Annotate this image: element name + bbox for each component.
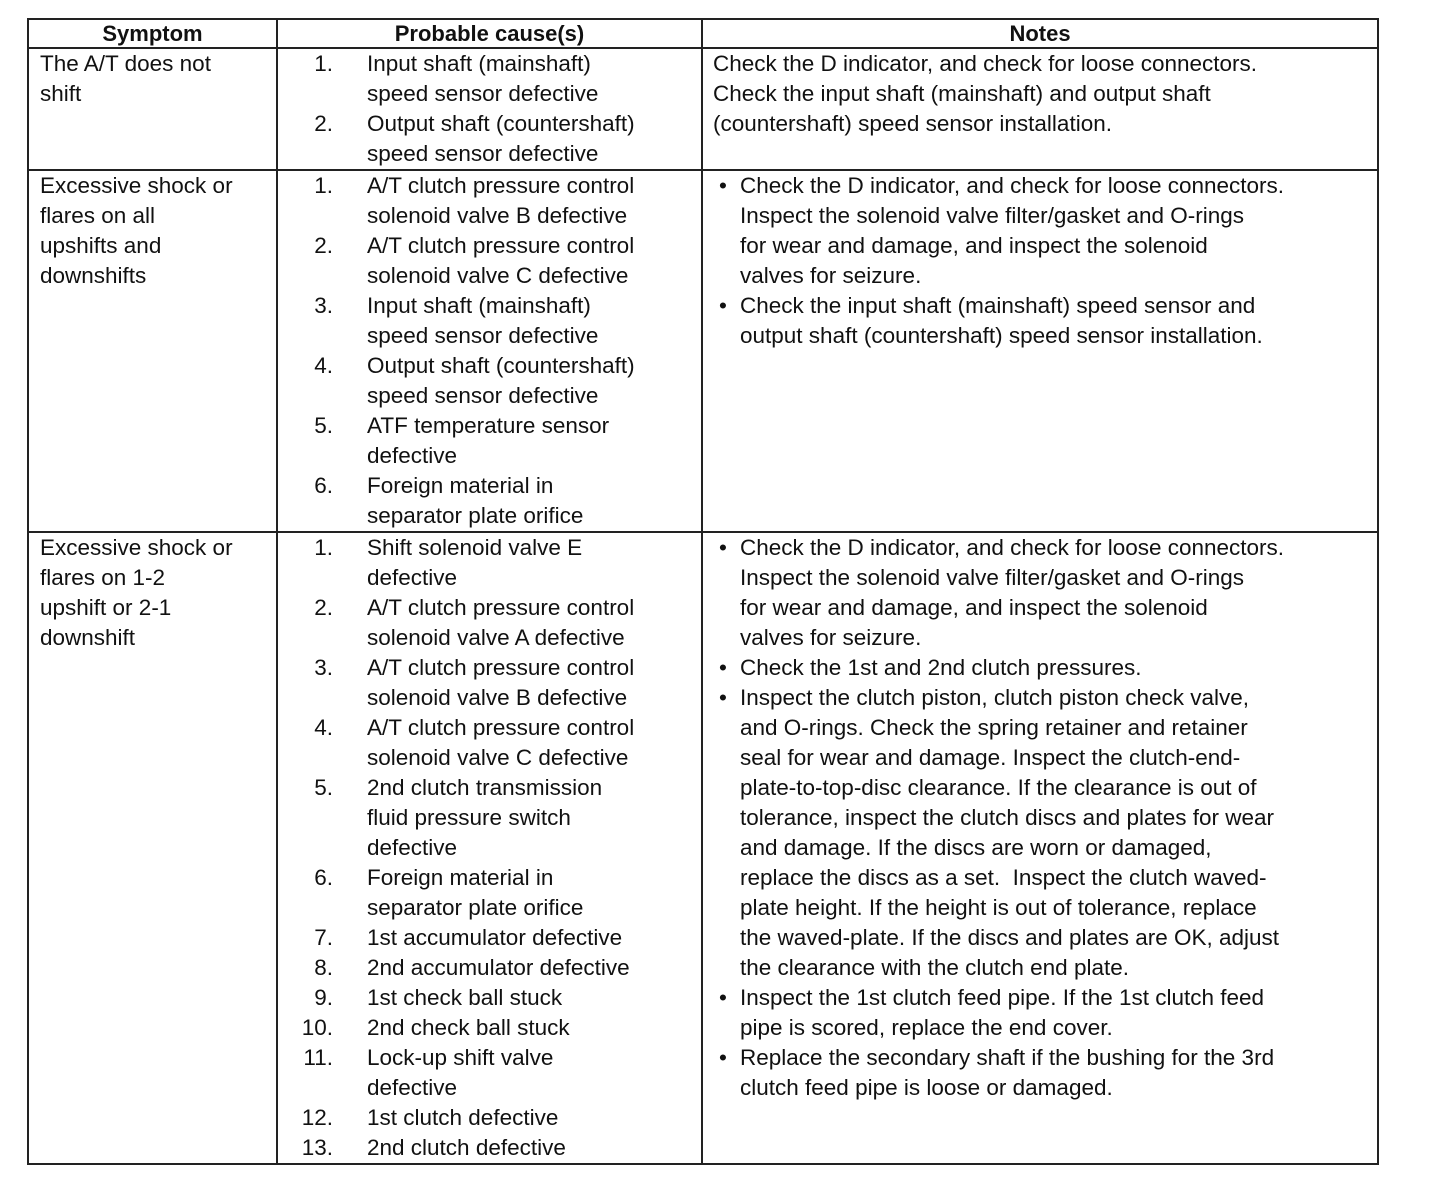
causes-cell — [277, 170, 702, 532]
note-line: Inspect the solenoid valve filter/gasket and O-rings — [740, 203, 1245, 228]
note-item — [713, 533, 1373, 653]
cause-line: 1st check ball stuck — [367, 985, 563, 1010]
cause-line: fluid pressure switch — [367, 805, 571, 830]
cause-item — [278, 291, 701, 351]
cause-line: defective — [367, 443, 458, 468]
cause-text — [333, 923, 701, 953]
cause-line: A/T clutch pressure control — [367, 173, 635, 198]
causes-list — [278, 49, 701, 169]
cause-text — [333, 653, 701, 713]
cause-line: Foreign material in — [367, 865, 554, 890]
cause-line: solenoid valve C defective — [367, 263, 629, 288]
causes-cell — [277, 48, 702, 170]
cause-text — [333, 411, 701, 471]
note-line: pipe is scored, replace the end cover. — [740, 1015, 1113, 1040]
note-line: Inspect the 1st clutch feed pipe. If the 1st clutch feed — [740, 985, 1265, 1010]
note-line: for wear and damage, and inspect the solenoid — [740, 595, 1208, 620]
cause-text — [333, 1013, 701, 1043]
symptom-cell — [28, 532, 277, 1164]
cause-item — [278, 923, 701, 953]
header-probable-causes: Probable cause(s) — [277, 19, 702, 48]
cause-line: solenoid valve B defective — [367, 203, 628, 228]
symptom-cell — [28, 48, 277, 170]
cause-line: A/T clutch pressure control — [367, 715, 635, 740]
note-line: Check the D indicator, and check for loose connectors. — [740, 535, 1285, 560]
note-line: replace the discs as a set. Inspect the clutch waved- — [740, 865, 1267, 890]
cause-number: 6. — [314, 473, 333, 498]
cause-number: 4. — [314, 715, 333, 740]
cause-text — [333, 773, 701, 863]
note-line: Check the input shaft (mainshaft) speed sensor and — [740, 293, 1256, 318]
notes-cell — [702, 532, 1378, 1164]
cause-text — [333, 351, 701, 411]
cause-line: 2nd check ball stuck — [367, 1015, 570, 1040]
cause-line: Shift solenoid valve E — [367, 535, 583, 560]
cause-number: 12. — [301, 1105, 333, 1130]
cause-line: Lock-up shift valve — [367, 1045, 554, 1070]
note-line: Check the D indicator, and check for loose connectors. — [740, 173, 1285, 198]
note-text — [740, 291, 1373, 351]
header-row — [28, 19, 1378, 48]
cause-line: Input shaft (mainshaft) — [367, 293, 591, 318]
cause-text — [333, 109, 701, 169]
cause-text — [333, 593, 701, 653]
note-text — [740, 983, 1373, 1043]
header-symptom: Symptom — [28, 19, 277, 48]
symptom-line: Excessive shock or — [40, 535, 233, 560]
symptom-line: flares on all — [40, 203, 156, 228]
cause-line: solenoid valve B defective — [367, 685, 628, 710]
cause-item — [278, 231, 701, 291]
note-line: Inspect the clutch piston, clutch piston check valve, — [740, 685, 1250, 710]
note-item — [713, 653, 1373, 683]
note-line: clutch feed pipe is loose or damaged. — [740, 1075, 1113, 1100]
cause-number: 1. — [314, 535, 333, 560]
cause-item — [278, 1133, 701, 1163]
note-line: plate height. If the height is out of tolerance, replace — [740, 895, 1257, 920]
cause-item — [278, 471, 701, 531]
troubleshooting-table — [27, 18, 1379, 1165]
cause-line: 2nd clutch defective — [367, 1135, 566, 1160]
cause-number: 10. — [301, 1015, 333, 1040]
cause-text — [333, 471, 701, 531]
cause-text — [333, 713, 701, 773]
cause-line: speed sensor defective — [367, 323, 599, 348]
symptom-line: Excessive shock or — [40, 173, 233, 198]
cause-item — [278, 109, 701, 169]
cause-item — [278, 593, 701, 653]
header-notes: Notes — [702, 19, 1378, 48]
symptom-line: upshift or 2-1 — [40, 595, 172, 620]
notes-text — [713, 49, 1373, 139]
cause-line: Foreign material in — [367, 473, 554, 498]
bullet-icon: • — [719, 173, 727, 198]
bullet-icon: • — [719, 1045, 727, 1070]
cause-line: speed sensor defective — [367, 141, 599, 166]
bullet-icon: • — [719, 655, 727, 680]
bullet-icon: • — [719, 685, 727, 710]
note-line: Replace the secondary shaft if the bushing for the 3rd — [740, 1045, 1275, 1070]
notes-cell — [702, 48, 1378, 170]
cause-text — [333, 291, 701, 351]
cause-text — [333, 49, 701, 109]
cause-item — [278, 953, 701, 983]
cause-number: 11. — [303, 1045, 333, 1070]
note-item — [713, 291, 1373, 351]
cause-number: 13. — [301, 1135, 333, 1160]
cause-line: separator plate orifice — [367, 503, 584, 528]
table-row — [28, 170, 1378, 532]
cause-text — [333, 1133, 701, 1163]
cause-line: defective — [367, 565, 458, 590]
cause-item — [278, 411, 701, 471]
symptom-line: flares on 1-2 — [40, 565, 166, 590]
note-text — [740, 653, 1373, 683]
note-line: seal for wear and damage. Inspect the clutch-end- — [740, 745, 1241, 770]
causes-list — [278, 171, 701, 531]
cause-line: A/T clutch pressure control — [367, 233, 635, 258]
cause-line: defective — [367, 835, 458, 860]
note-line: Check the 1st and 2nd clutch pressures. — [740, 655, 1142, 680]
notes-line: (countershaft) speed sensor installation. — [713, 111, 1112, 136]
note-text — [740, 171, 1373, 291]
cause-text — [333, 983, 701, 1013]
symptom-line: downshifts — [40, 263, 147, 288]
cause-item — [278, 49, 701, 109]
cause-number: 5. — [314, 413, 333, 438]
note-item — [713, 171, 1373, 291]
table-row — [28, 48, 1378, 170]
symptom-cell — [28, 170, 277, 532]
cause-number: 2. — [314, 111, 333, 136]
cause-line: Input shaft (mainshaft) — [367, 51, 591, 76]
cause-number: 2. — [314, 595, 333, 620]
note-line: valves for seizure. — [740, 263, 922, 288]
cause-number: 3. — [314, 293, 333, 318]
cause-item — [278, 713, 701, 773]
cause-item — [278, 1103, 701, 1133]
symptom-line: downshift — [40, 625, 136, 650]
notes-list — [713, 171, 1373, 351]
causes-cell — [277, 532, 702, 1164]
note-line: plate-to-top-disc clearance. If the clearance is out of — [740, 775, 1257, 800]
symptom-line: The A/T does not — [40, 51, 211, 76]
notes-line: Check the input shaft (mainshaft) and output shaft — [713, 81, 1211, 106]
note-line: and O-rings. Check the spring retainer and retainer — [740, 715, 1248, 740]
cause-item — [278, 533, 701, 593]
bullet-icon: • — [719, 985, 727, 1010]
cause-text — [333, 863, 701, 923]
causes-list — [278, 533, 701, 1163]
cause-line: defective — [367, 1075, 458, 1100]
cause-text — [333, 171, 701, 231]
note-line: the clearance with the clutch end plate. — [740, 955, 1129, 980]
cause-item — [278, 653, 701, 713]
note-line: and damage. If the discs are worn or damaged, — [740, 835, 1212, 860]
note-line: valves for seizure. — [740, 625, 922, 650]
note-text — [740, 533, 1373, 653]
cause-item — [278, 171, 701, 231]
cause-number: 1. — [314, 173, 333, 198]
notes-cell — [702, 170, 1378, 532]
cause-number: 9. — [314, 985, 333, 1010]
cause-number: 5. — [314, 775, 333, 800]
note-text — [740, 683, 1373, 983]
cause-number: 6. — [314, 865, 333, 890]
cause-number: 4. — [314, 353, 333, 378]
note-line: tolerance, inspect the clutch discs and plates for wear — [740, 805, 1275, 830]
cause-line: separator plate orifice — [367, 895, 584, 920]
symptom-line: shift — [40, 81, 82, 106]
cause-number: 7. — [314, 925, 333, 950]
table-row — [28, 532, 1378, 1164]
note-item — [713, 983, 1373, 1043]
cause-line: A/T clutch pressure control — [367, 655, 635, 680]
note-line: the waved-plate. If the discs and plates are OK, adjust — [740, 925, 1280, 950]
cause-item — [278, 773, 701, 863]
cause-line: solenoid valve C defective — [367, 745, 629, 770]
cause-line: 2nd clutch transmission — [367, 775, 603, 800]
cause-line: 1st accumulator defective — [367, 925, 623, 950]
cause-line: A/T clutch pressure control — [367, 595, 635, 620]
cause-text — [333, 1103, 701, 1133]
cause-item — [278, 1043, 701, 1103]
cause-text — [333, 1043, 701, 1103]
symptom-line: upshifts and — [40, 233, 162, 258]
notes-line: Check the D indicator, and check for loose connectors. — [713, 51, 1258, 76]
cause-item — [278, 863, 701, 923]
notes-list — [713, 533, 1373, 1103]
note-item — [713, 683, 1373, 983]
note-line: Inspect the solenoid valve filter/gasket and O-rings — [740, 565, 1245, 590]
cause-number: 2. — [314, 233, 333, 258]
cause-item — [278, 351, 701, 411]
cause-text — [333, 953, 701, 983]
cause-number: 3. — [314, 655, 333, 680]
cause-number: 8. — [314, 955, 333, 980]
note-text — [740, 1043, 1373, 1103]
cause-line: speed sensor defective — [367, 383, 599, 408]
cause-line: solenoid valve A defective — [367, 625, 625, 650]
bullet-icon: • — [719, 293, 727, 318]
cause-text — [333, 231, 701, 291]
cause-line: 2nd accumulator defective — [367, 955, 630, 980]
cause-number: 1. — [314, 51, 333, 76]
note-line: for wear and damage, and inspect the solenoid — [740, 233, 1208, 258]
bullet-icon: • — [719, 535, 727, 560]
cause-line: ATF temperature sensor — [367, 413, 610, 438]
cause-line: Output shaft (countershaft) — [367, 353, 635, 378]
note-line: output shaft (countershaft) speed sensor installation. — [740, 323, 1263, 348]
cause-line: speed sensor defective — [367, 81, 599, 106]
cause-line: 1st clutch defective — [367, 1105, 559, 1130]
cause-item — [278, 1013, 701, 1043]
cause-text — [333, 533, 701, 593]
cause-item — [278, 983, 701, 1013]
cause-line: Output shaft (countershaft) — [367, 111, 635, 136]
note-item — [713, 1043, 1373, 1103]
